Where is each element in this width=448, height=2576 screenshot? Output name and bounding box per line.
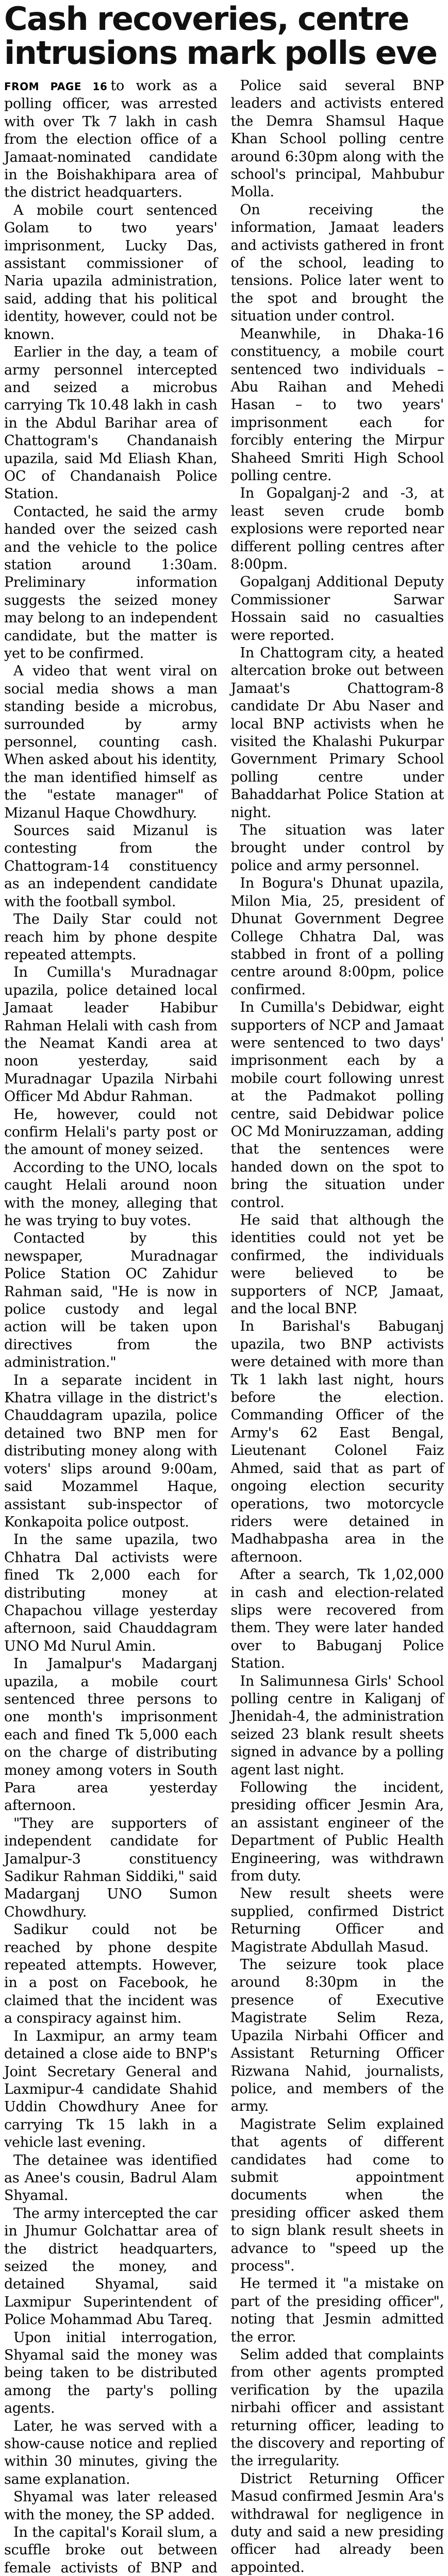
paragraph-text: Shyamal was later released with the money, the SP added.	[4, 2489, 218, 2523]
paragraph-text: Meanwhile, in Dhaka-16 constituency, a mobile court sentenced two individuals – Abu Raihan and Mehedi Hasan – to two years' imprisonment each for forcibly entering the Mirpur Shaheed Smriti High School polling centre.	[230, 326, 444, 484]
article-paragraph	[231, 1318, 444, 1566]
article-paragraph	[4, 2329, 218, 2418]
article-paragraph	[4, 663, 218, 822]
continued-from-label: FROM PAGE 16	[4, 80, 108, 93]
paragraph-text: Sources said Mizanul is contesting from the Chattogram-14 constituency as an independent candidate with the football symbol.	[4, 823, 218, 910]
article-paragraph	[4, 1655, 218, 1815]
article-paragraph	[231, 1885, 444, 1956]
paragraph-text: In a separate incident in Khatra village in the district's Chauddagram upazila, police detained two BNP men for distributing money along with voters' slips around 9:00am, said Mozammel Haque, assistant sub-inspector of Konkapoita police outpost.	[4, 1372, 218, 1530]
article-paragraph	[231, 875, 444, 999]
paragraph-text: He termed it "a mistake on part of the presiding officer", noting that Jesmin admitted the error.	[230, 2276, 444, 2345]
paragraph-text: Contacted by this newspaper, Muradnagar Police Station OC Zahidur Rahman said, "He is now in police custody and legal action will be taken upon directives from the administration."	[4, 1230, 218, 1371]
paragraph-text: In Cumilla's Debidwar, eight supporters of NCP and Jamaat were sentenced to two days' imprisonment each by a mobile court following unrest at the Padmakot polling centre, said Debidwar police OC Md Moniruzzaman, adding that the sentences were handed down on the spot to bring the situation under control.	[230, 999, 444, 1211]
paragraph-text: A mobile court sentenced Golam to two years' imprisonment, Lucky Das, assistant commissioner of Naria upazila administration, said, adding that his political identity, however, could not be known.	[4, 202, 218, 343]
paragraph-text: The seizure took place around 8:30pm in the presence of Executive Magistrate Selim Reza, Upazila Nirbahi Officer and Assistant Returning Officer Rizwana Nahid, journalists, police, and members of the army.	[230, 1957, 444, 2115]
paragraph-text: According to the UNO, locals caught Helali around noon with the money, alleging that he was trying to buy votes.	[4, 1159, 218, 1229]
article-paragraph	[4, 202, 218, 344]
headline-line-1: Cash recoveries, centre	[4, 0, 409, 38]
paragraph-text: On receiving the information, Jamaat leaders and activists gathered in front of the school, leading to tensions. Police later went to the spot and brought the situation under control.	[230, 201, 444, 325]
paragraph-text: In Cumilla's Muradnagar upazila, police detained local Jamaat leader Habibur Rahman Helali with cash from the Neamat Kandi area at noon yesterday, said Muradnagar Upazila Nirbahi Officer Md Abdur Rahman.	[4, 964, 218, 1105]
article-paragraph	[231, 573, 444, 645]
article-paragraph	[231, 999, 444, 1212]
paragraph-text: In Jamalpur's Madarganj upazila, a mobile court sentenced three persons to one month's imprisonment each and fined Tk 5,000 each on the charge of distributing money among voters in South Para area yesterday afternoon.	[4, 1656, 218, 1814]
article-paragraph	[4, 2418, 218, 2489]
paragraph-text: Upon initial interrogation, Shyamal said the money was being taken to be distributed among the party's polling agents.	[4, 2329, 218, 2417]
article-paragraph	[231, 2275, 444, 2346]
headline-line-2: intrusions mark polls eve	[4, 34, 437, 72]
article-body	[4, 77, 444, 2576]
paragraph-text: Gopalganj Additional Deputy Commissioner Sarwar Hossain said no casualties were reported.	[230, 574, 444, 643]
paragraph-text: In Salimunnesa Girls' School polling centre in Kaliganj of Jhenidah-4, the administration seized 23 blank result sheets signed in advance by a polling agent last night.	[230, 1673, 444, 1778]
article-paragraph	[231, 1779, 444, 1885]
article-paragraph	[231, 2116, 444, 2276]
paragraph-text: A video that went viral on social media shows a man standing beside a microbus, surrounded by army personnel, counting cash. When asked about his identity, the man identified himself as the "estate manager" of Mizanul Haque Chowdhury.	[4, 663, 218, 821]
paragraph-text: The Daily Star could not reach him by phone despite repeated attempts.	[4, 911, 218, 963]
paragraph-text: Following the incident, presiding officer Jesmin Ara, an assistant engineer of the Department of Public Health Engineering, was withdrawn from duty.	[230, 1780, 444, 1885]
paragraph-text: In the capital's Korail slum, a scuffle broke out between female activists of BNP and	[4, 2524, 218, 2576]
headline	[4, 2, 444, 70]
paragraph-text: District Returning Officer Masud confirmed Jesmin Ara's withdrawal for negligence in duty and said a new presiding officer had already been appointed.	[230, 2470, 444, 2575]
paragraph-text: Magistrate Selim explained that agents of different candidates had come to submit appointment documents when the presiding officer asked them to sign blank result sheets in advance to "speed up the process".	[230, 2116, 444, 2274]
article-paragraph	[231, 1956, 444, 2116]
article-paragraph	[4, 1372, 218, 1532]
paragraph-text: In Gopalganj-2 and -3, at least seven crude bomb explosions were reported near different polling centres after 8:00pm.	[230, 485, 444, 572]
article-paragraph	[231, 77, 444, 201]
paragraph-text: New result sheets were supplied, confirmed District Returning Officer and Magistrate Abdullah Masud.	[230, 1886, 444, 1955]
article-paragraph	[231, 2470, 444, 2576]
paragraph-text: Police said several BNP leaders and activists entered the Demra Shamsul Haque Khan School polling centre around 6:30pm along with the school's principal, Mahbubur Molla.	[230, 78, 444, 200]
paragraph-text: In the same upazila, two Chhatra Dal activists were fined Tk 2,000 each for distributing money at Chapachou village yesterday afternoon, said Chauddagram UNO Md Nurul Amin.	[4, 1532, 218, 1654]
article-paragraph	[4, 1921, 218, 2027]
article-column-right	[231, 77, 444, 2576]
article-paragraph	[231, 1212, 444, 1318]
paragraph-text: In Laxmipur, an army team detained a close aide to BNP's Joint Secretary General and Laxmipur-4 candidate Shahid Uddin Chowdhury Anee for carrying Tk 15 lakh in a vehicle last evening.	[4, 2028, 218, 2151]
article-paragraph	[231, 822, 444, 875]
paragraph-text: Sadikur could not be reached by phone despite repeated attempts. However, in a post on Facebook, he claimed that the incident was a conspiracy against him.	[4, 1922, 218, 2027]
article-paragraph	[4, 77, 218, 202]
article-paragraph	[4, 1531, 218, 1655]
article-paragraph	[4, 822, 218, 911]
article-paragraph	[4, 2205, 218, 2329]
paragraph-text: In Barishal's Babuganj upazila, two BNP activists were detained with more than Tk 1 lakh last night, hours before the election. Commanding Officer of the Army's 62 East Bengal, Lieutenant Colonel Faiz Ahmed, said that as part of ongoing election security operations, two motorcycle riders were detained in Madhabpasha area in the afternoon.	[230, 1318, 444, 1565]
article-paragraph	[231, 201, 444, 326]
article-paragraph	[4, 911, 218, 964]
article-paragraph	[4, 1230, 218, 1371]
article-paragraph	[4, 2488, 218, 2524]
article-paragraph	[4, 2028, 218, 2152]
paragraph-text: In Chattogram city, a heated altercation broke out between Jamaat's Chattogram-8 candidate Dr Abu Naser and local BNP activists when he visited the Khalashi Pukurpar Government Primary School polling centre under Bahaddarhat Police Station at night.	[230, 645, 444, 821]
paragraph-text: The army intercepted the car in Jhumur Golchattar area of the district headquarters, seized the money, and detained Shyamal, said Laxmipur Superintendent of Police Mohammad Abu Tareq.	[4, 2205, 218, 2328]
paragraph-text: He said that although the identities could not yet be confirmed, the individuals were believed to be supporters of NCP, Jamaat, and the local BNP.	[230, 1212, 444, 1317]
paragraph-text: The situation was later brought under control by police and army personnel.	[230, 822, 444, 874]
article-paragraph	[231, 1673, 444, 1779]
article-paragraph	[4, 344, 218, 503]
article-paragraph	[231, 645, 444, 822]
article-paragraph	[231, 1566, 444, 1672]
article-paragraph	[4, 1815, 218, 1921]
paragraph-text: Earlier in the day, a team of army personnel intercepted and seized a microbus carrying Tk 10.48 lakh in cash in the Abdul Barihar area of Chattogram's Chandanaish upazila, said Md Eliash Khan, OC of Chandanaish Police Station.	[4, 344, 218, 502]
paragraph-text: The detainee was identified as Anee's cousin, Badrul Alam Shyamal.	[4, 2152, 218, 2204]
paragraph-text: Contacted, he said the army handed over the seized cash and the vehicle to the police station around 1:30am. Preliminary information suggests the seized money may belong to an independent candidate, but the matter is yet to be confirmed.	[4, 503, 218, 662]
paragraph-text: to work as a polling officer, was arrested with over Tk 7 lakh in cash from the election office of a Jamaat-nominated candidate in the Boishakhipara area of the district headquarters.	[4, 78, 218, 201]
article-paragraph	[231, 485, 444, 573]
article-paragraph	[231, 2346, 444, 2470]
article-column-left	[4, 77, 218, 2576]
paragraph-text: Later, he was served with a show-cause notice and replied within 30 minutes, giving the same explanation.	[4, 2418, 218, 2487]
paragraph-text: He, however, could not confirm Helali's party post or the amount of money seized.	[4, 1106, 218, 1158]
article-paragraph	[4, 503, 218, 663]
paragraph-text: In Bogura's Dhunat upazila, Milon Mia, 25, president of Dhunat Government Degree College Chhatra Dal, was stabbed in front of a polling centre around 8:00pm, police confirmed.	[230, 875, 444, 998]
paragraph-text: Selim added that complaints from other agents prompted verification by the upazila nirbahi officer and assistant returning officer, leading to the discovery and reporting of the irregularity.	[230, 2347, 444, 2469]
paragraph-text: "They are supporters of independent candidate for Jamalpur-3 constituency Sadikur Rahman Siddiki," said Madarganj UNO Sumon Chowdhury.	[4, 1815, 218, 1920]
article-paragraph	[231, 326, 444, 485]
paragraph-text: After a search, Tk 1,02,000 in cash and election-related slips were recovered from them. They were later handed over to Babuganj Police Station.	[230, 1567, 444, 1672]
article-paragraph	[4, 1159, 218, 1230]
article-paragraph	[4, 1106, 218, 1159]
article-paragraph	[4, 2524, 218, 2576]
article-paragraph	[4, 964, 218, 1106]
article-paragraph	[4, 2152, 218, 2205]
